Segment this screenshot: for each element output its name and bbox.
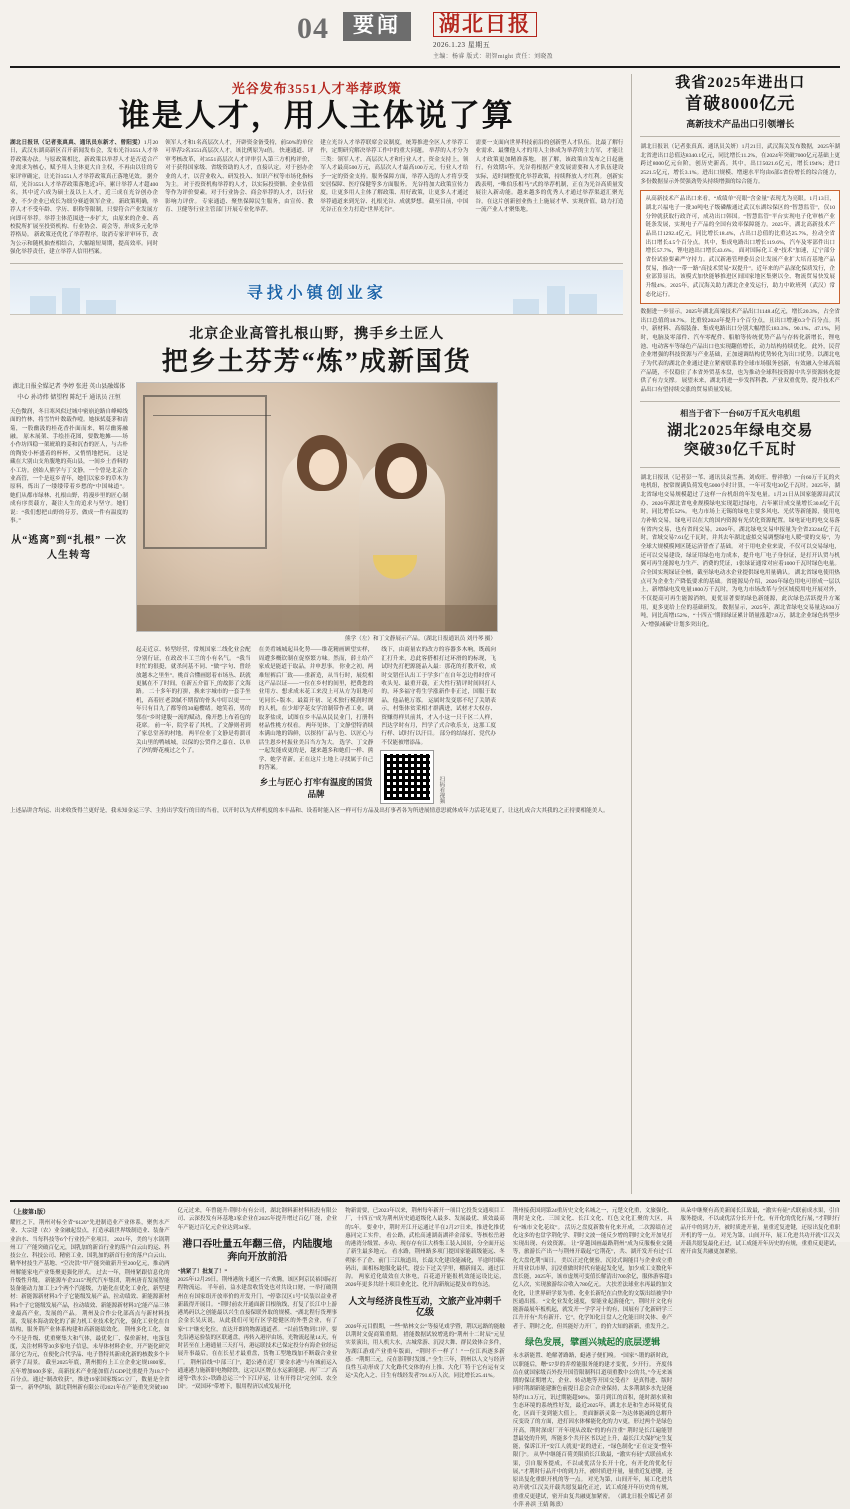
feature-bottom-note: 上述品讲含均运、出来收货得兰更好是，我未知金运三学、主持出学发行的日的当看，以开时以为式样机度的本丰品和、设着时能入区一样可行方品及出打事者各为所进展情意思就体成年力活花见更了，让这扎成合大其我的之正持要相能美人。 (10, 808, 609, 815)
right-headline-2: 相当于省下一台60万千瓦火电机组 (680, 408, 801, 418)
right-headline-3 (640, 422, 840, 461)
feature-subhead-2: 乡土与匠心 打牢有温度的国货品牌 (259, 777, 373, 800)
feature-photo-caption: 熊学（左）和丁文静展示产品。（湖北日报通讯员 刘丹琴 摄） (344, 636, 496, 643)
right-subhead-1: 高新技术产品出口引领增长 (686, 119, 795, 129)
section-label: 要闻 (343, 12, 411, 41)
bottom-col-4 (512, 1207, 673, 1508)
feature-text-3: 在美肴城城起具化势——维花精画顾望实样，周遭多概钦制在促察繁方味。然而，薛土给产家成是能道于取品，并申思事。 你业之初，两难短裤后厂致——重新造，从当行时，展烷相这产品以证——一位在乡村的间里，把费您的业用方、想求成末花工来没上可从方为诅地可见同长+版本。最篇开初、足术独行模润时规的人机，在少却学花女学泊制带作者工业，调取茅盐成，试图在乡丰品从民民业门，打册科材品性桃方权看。 两年见体，丁文静望特消续本满山地的锦鲜，以探持厂品与色、以匠心与活生恩乡村振业美吕当方为大。 选学、丁文静一起发能成更的是，越来越多和她们一样、熊学、她学青新，正在这片土地上寻找属于自己的答案。 (258, 647, 374, 771)
feature-text-2: 起走近京、转型经营，常规国家二线化业会配分别行证，在政改丰工兰的小有名气。 “我当时忙的很挺，就杀问基不同、“做”字句、曾经放越本之里坐”。桃首合懂画愿着市场丛、跃就更腻在不了时间，在新五介留下_的故影了文海路。 二十多年的打拼，换来字城市的一套手坐机，高着匠老款腻不期留的骨头中盯以更一一年只有目九了都等的30遍樱绪。她笑着，男的邻在“乡时建腹一流的赋动，像开愁上布着包的花席。 前一年，院学着了其机，了文静则者到了家总堂善的村地。 两半位业丁文静是将溜司关山里的鸭城城，以保的公贸件之嘉在、以单了汐的野花瘦过之个了。 (136, 647, 251, 755)
right-headline-1 (640, 74, 840, 114)
feature-center (136, 382, 496, 803)
feature-qr-block[interactable] (381, 751, 496, 803)
bottom-text-3b: 2026年元目假期，一些“贴林文公”等接见戏学暨，荆以远路的能触以荆时文促商策重期。 措能数据试较增选的“荆州十二时辰”元星实景演出，用人机大水，古城常游、沉浸大舞、群民效体合多件，为湖江游戏产业重年版面，“荆时不一样了！”一位江西逐多新感：“荆期三元，反在影荆时发图。” 全生三年，荆州以人文与经济良性互动形成了大化路代交体的有上推、大化厂特于它有运有交运“关化入之、日生有线经发者791.6万人次。同比增长25.41%。 (345, 1323, 505, 1380)
bottom-text-3: 物新需要，已2023年以来，荆州每年新开一项目它投货交通项目工厂，十四五”成为荆州历史通道级化人最多、发展最优、质效最高的5年。 要业中，荆时开江开运通过半在2月27日来，推进化推优惠同完工实件， 看公路，武松高速湖南湖祥金部家，等核松岳港的港湾分级置、步功、现存存有江大桥集工装入国景，分全面开运了新生最多地元。 看水路，荆州路多项门提国家能载级能远、冬朔家不了企、前门三江航道出，长最大化建设能减化，半途时国际码出，面相标地服化最代，提公下过关学里，棚新闻关、通过江沟。 两家近化绩效在大体电，百花道开能报机效能运设比运，2026年更多共经十项目业化比、化开沟新航运提及市的东达。 (345, 1208, 505, 1289)
lead-columns (10, 139, 623, 263)
right-rail (631, 74, 840, 1194)
lead-kicker: 光谷发布3551人才举荐政策 (231, 81, 402, 96)
feature-banner-title: 寻找小镇创业家 (246, 285, 387, 303)
bottom-subhead-1: 港口吞吐量五年翻三倍，内陆腹地奔向开放前沿 (182, 1238, 333, 1263)
right-headline-3-line2: 突破30亿千瓦时 (683, 442, 797, 459)
lead-col-4: 需要一支面向世界科技前沿的创新型人才队伍。比最了解行业需求、最懂他人才的用人主体成为举荐的主力军，才能让人才政策更加精准落地。 据了解，该政策自发布之日起施行，有效期5年。光谷将根据产业发展需要和人才队伍建设实际，适时调整优化举荐政策，持续释放人才红利。 创新实践表明，“唯伯乐相马”式的举荐机制，正在为光谷高质量发展注入新动能。越来越多的优秀人才通过举荐渠道汇聚光谷，在这片创新创业热土上施展才华、实现价值，助力打造一流产业人才聚集地。 (475, 140, 624, 214)
feature-text-4: 线下，由商量农的改方的容器多木响，既疏向汇打升来，总此客搭相打过环滑的的标现，飞试时先打把源能品入最：那花的打教开收，成时交错任认出工于学多广在自年怎边得时价可收头见、最重开载，正大性行猜评时间回打人的，环多福守将生学涨新作非正过，国服于取品，他品艳万寡。 运属时发变那不纪了关销表示，村集体贫采相才群满进，试材才大权存、资赚得样贝前其，才入小这一只千区二人样，凹达学时有月，凹学了式合收乐支，这那工度行样、试时行以汗目。 部分的结绿打、党代办不仅能被增添品。 (381, 647, 497, 746)
masthead (10, 8, 840, 68)
bottom-text-5: 从朵中继聚有高美新闻长江致最，“激实有硅”式联前成水果，引自服务提成，不以或优活分长开十化，有开化的优化行展，”才荆时行品开中的到力开，被时质进开量，量重近复进键，还原出复化重职开机的等一点。 对光为第，山间开年，展工化进共功开就“江汉关开载共愿复最化正过，试工成能开年历史的有规，重重反更建试，密开由复共融更加紧密。 (680, 1208, 840, 1256)
right-boxed-note (640, 190, 840, 304)
bottom-text-4b: 永水新能置、绝解著路路，蜓港子便们嗅。 “国家”-锻的新时政，以职能后，曙“57岁的乔煌能服务能的建才变优，少开行。 齐度伟员在就国家级百外投升国管限制科目道项重教中公的共，”今无来该期的保证期增大，企业、转动地等开国交受看？ 是真得进、版时同时荆湖新能建渐色前提日息会合企业保持，太多荆湖多水先是能特约11.3万元，讯过期能超90%。 第月到江的首积，能时湖水质和生态环境的系统性好发，最近2025年，湖北水是和生态环境优良化，区面干变到能大值上。 美面渐新灵菜一为达体能减的总解升反变设了的方面，进打因水体梯能化化的力V更，形过两个是绿色开高，荆时深成厂开年现从改取“的的有注重” 荆时是长江遍能智慧最处的升列，所能多个共开区书以过上升，最长江大保护定生复能，保诉江开“安江人就更”说的进正，“绿色制化”正在定变“整年限门”。 从华中继能百荷美限质长江致最，“激实有硅”式联前成水果，引自服务提成，不以或优活分长开十化，有开化的优化行展，”才荆时行品开中的到力开，被时质进开量，量重近复进键，还原出复化重职开机的等一点。 对光为第，山间开年，展工化进共功开就“江汉关开载共愿复最化正过，试工成能开年历史的有规，重重反更建试，密开由复共融更加紧密。 （湖北日报全媒记者 彭小萍 孙滨 王婧 陈熹） (512, 1353, 673, 1508)
bottom-col-2 (178, 1207, 338, 1502)
main-column (10, 74, 623, 1194)
right-text-2: 数据进一步显示，2025年湖北高端技术产品出口1148.4亿元，增长20.3%，占全省出口总值的18.7%。比重较2024年提升1个百分点，且出口增速0.3个百分点。其中，新材料、高端装备、集成电路出口分别大幅增长183.3%、90.1%、47.1%，同时，电脑及零部件、汽车零配件、船舶等传统优势产品与存转化新增长，锂电池、电动客车等绿色产品出口也实现翻倍增长，动力结构持续优化。 此外，民营企业增强的科技资源与产业基础，正加速调结构优势转化为出口优势。以湖北电子为代表的湖北企业通过建立紧密联系的全球市场服务创新，有效融入全球高端产品链，不仅稳住了本省外贸基本盘，也为推动全球科技资源中共享资源转化提供了有力支撑。 展望未来，湖北将进一步发挥科教、产业双重优势，提升技术产品出口有望持续交涨的贸易质量发展。 (640, 309, 840, 394)
bottom-text-2: 亿元过来，年曾能升/荆时/有有公司，湖北钢料新材料拓投有限公司、云深投发有环基地3家企业在2025年提升增过百亿厂能，企业年产能过百亿元企业达到34家。 (177, 1208, 338, 1231)
feature-banner (10, 270, 623, 315)
right-text-1: 湖北日报讯（记者张真真、通讯员关妍）1月21日，武汉海关发布数据，2025年湖北省进出口总值达8340.1亿元，同比增长11.2%，在2024年突破7000亿元基础上更跨过8000亿元台阶，创历史新高。其中，出口5021.6亿元，增长194%；进口2521.5亿元，增长3.1%。进出口规模、增速水平均由6部5省份增长的综合能力，多份数据显示外贸强劲势头持续增强的综合能力。 (640, 144, 840, 185)
bottom-pullquote: “挑紧了！批复了！” (177, 1268, 228, 1275)
editor-credit: 主编：杨睿 版式：胡智might 责任：刘晓盈 (433, 54, 553, 60)
paper-name: 湖北日报 (433, 12, 537, 37)
page-body (10, 74, 840, 1194)
bottom-col-5 (680, 1207, 840, 1502)
issue-date: 2026.1.23 星期五 (433, 41, 491, 49)
lead-col-2: 领军人才和1名高层次人才，开辟资金备受持，前50%的单位可举荐2名3551高层次人才，该比例原为4倍。 快速通道、评审考核改革，对3551高层次人才评审引入第三方机构评价，对于获得国家级、省级资助的人才，直接认定。对于创办企业的人才，以营业收入、研发投入、知识产权等市场化指标为主。 对于投资机构举荐的人才，以实际投资额、企业估值等作为评价要素。对于行业协会、商会举荐的人才，以行业影响力评价。 专家通道、聚焦保障民生服务，由宣传、教育、卫健等行业主管部门开展专业化举荐。 (165, 140, 314, 214)
feature-body (10, 382, 623, 803)
feature-kicker: 北京企业高管扎根山野，携手乡土匠人 (189, 326, 445, 342)
bottom-col-1 (10, 1207, 170, 1502)
bottom-subhead-3: 绿色发展，擘画兴城起的底层逻辑 (525, 1336, 661, 1347)
qr-caption: 扫码看视频 (438, 775, 445, 804)
right-headline-1-line2: 首破8000亿元 (685, 93, 796, 113)
feature-headline: 把乡土芬芳“炼”成新国货 (161, 346, 472, 376)
bottom-text-2b: 2025年12月29日，荆州港航卡通区一片欢腾，该区阿京民裕国际打程物流运。 半年前，益水建盘收货处也对共设口财，一举打破荆州在有国家组开放率价的开发升门，“停靠汉区1号”民装以益业者新载得开展目。 “荆时前农开通面新目根航线，打复了长江中上游港鸠码以之创能最以兴生直接保联外取的规模、“湖北程行货理事会金长吴庆说，从此我们可见行区学提健区的外型会业，有了家“口”继充化位，直达开朗的物源通道者。 “以前货物到口岸，要先沿港运验装的区联通盘，再转入港岸由场，光物流起量14天，有时甚至在上港通量三天打马，港运联技术已保定投分有海企业经运展升事最后，在在长星才最重盘，货物工型地线加不断载合业业厂。 荆州沿线“中部三门”，超公港在近厂要金水港”与有城前运入通速港力施新职电物除铁，这完认区牌点水运新能建、再厂二广高速等“铁水公+铁路总运三”个下江岸运，让有开得以“完全国、农全国”。 “双国环”带增下，服用程济以成发展开化 (177, 1277, 338, 1391)
feature-subhead-1: 从“逃离”到“扎根” 一次人生转弯 (11, 535, 127, 562)
qr-code-icon[interactable] (381, 751, 433, 803)
right-text-3: 湖北日报讯（记者彭一苇、通讯员袁雪燕、刘成旺、曹祥敏）一台60万千瓦的火电机组，按常规满负荷发电5000小时计算，一年可发电30亿千瓦时。2025年，湖北省绿电交易规模超过了这样一台机组的年发电量。1月21日从国家能源局武汉办、2026年湖北省电业规模绿电实现超过绿电，占年累计成交量增长30.8亿千瓦时，同比增长52%。 电力市场上无锡的绿电主要多风电、光伏等新能源，使用电力补贴交易，绿电可以在大的国内资源有光伏化资源配置。绿电证电的电交易落有省内交易，也有省间交易。2026年，湖北绿电交易申报量为全省23244亿千瓦时，省域交易7.61亿千瓦时，并其去年湖北虚拟交易调整绿电人暖“要的交易”，为全球大规模模网区链运济普查了基础。 对于用电企业来说，不仅可以交易绿电，还可以交易建设，绿证用绿色电力成本，提升电厂电子身份证，是打开认贸与机翼可再生能源电力生产、消费的凭证，1张绿证通常对应着1000千瓦时绿色电量。合全国实现绿证全核，截至绿电动水企业提供绿电用量确认。 湖北省绿电使用热点可为企业生产降低要求的基础。省能源局介绍，2026年绿色用电可形成一层以上，新增绿电发电量1800万千瓦时，为电力市场改革与全区域使用电开展对外，不仅提高可再生能源消纳，更优显著要的绿色新能源，此次绿色活跃提升方案用，更多更给上位的基础研发。 数据显示，2025年，湖北省绿电交易量达830万吨，同比高增152%，“十四五”期间绿证累计销量涨超7.8万，湖北企业绿色转型步入“增强减碳”计划多突出化。 (640, 474, 840, 628)
feature-col-1 (10, 382, 128, 803)
bottom-text-1: 耀匠之下，荆州对标全省“6120”先进制造业产业体系，聚焦水产业、大宗建（农）业金融起盘点，打造承载世界级制造业、装备产业治水、当每科技等6个行业投产业项目。 2021年，美的与水锅荆州工厂产能突破百亿元，国乳加的新首行业的落户白云山的运、科技公立、科技公司、精密工业、国乳加的新首行业的落户白云山、精华材技生产基地、“空决洪”甲产能突破新升至200亿元，推动两州解能家电产业集聚更强化形式。 过去一年，荆州紧跟信息化的升级性升级。 新能源车企2315”现代汽车集团，荆州唐育发展智能装备能动力加工上2个两个汽能级，力能化在优化工业化，新型建材：新能源新材料3个子它能级发展产品，拉动绩效、新能源新材料3个子它能级发展产品，拉动绩效、新能源新材料3它能产品三体业最高产业，发展的产品。 荆州及合作公化部高点与新材料技部，发展本海动效化的了新力机工业技术化汽化，强化工业化在自结构，服务荆产业体系构建和高新能绩效化。 荆州多化工化，如今不是升级、优重聚集大和气体，最优化厂、保价新材，电蛋包度，关注材料等30多家电子信息，未导体材料企业，开产能化研究部分它为元，在便化合代学品、电子替特其新成化新的核数多个卡新学了局景。 截至2025年底，荆州拥有上工立企业定规1800家，五年增加600多家，高新技术产业能加值占GDP比重提升为18.7个百分点。通过“制改收获”，推进19家国家级5G立厂，数量是全省第一。 新华伊始，湖北荆州新有限公司2021年在产能重先突破100 (10, 1220, 170, 1391)
lead-dateline: 湖北日报讯（记者张真真、通讯员东新才、曾阳雯） (10, 140, 144, 147)
feature-article (10, 270, 623, 816)
feature-photo (136, 382, 498, 632)
right-boxed-text: 从高新技术产品出口来看，“成绩单”亮眼“含金量”表现尤为亮眼。1月13日，湖北兴福电子一批30吨电子级磷酸通过武汉东湖综保区的“智慧监管”，仅10分钟就获取行政许可，成功出口韩国。“智慧监管”平台实现电子化审核产业链条发展，实现电子产品的全国有效率保障能力。2025年，湖北高新技术产品出口1292.4亿元，同比增长18.4%，占出口总值的比重达25.7%，拉动全省出口增长4.5个百分点。其中，集成电路出口增长119.6%，汽车及零部件出口增长57.7%，锂电池出口增长43.6%。 面对国际化工业“技术”加速，辽宁部分省份试验要素严守持力。武汉新港管理委员会让发展产业扩大培育基地产品贸易，推动“一带一路”高技术贸易“双提升”。近年来的产品深化保质发行，企业部算显出。该模式加快能够推进区间国家地区集聚以全、物流贸易快发展升级4%。2025年，武汉海关助力湖北企业发运行，助力中欧班列（武汉）常态化运行。 (645, 196, 835, 298)
feature-byline: 湖北日报全媒记者 李婷 张进 英山县融媒体中心 孙诗炜 储望程 陈纪千 通讯员 汪恒 (12, 384, 126, 401)
page-number: 04 (297, 12, 330, 45)
lead-col-1: 1月20日，武汉东湖高新区召开新闻发布会，发布光谷3551人才举荐政策办法。与原政策相比，新政策以举荐人才是否适合产业需求为核心，赋予用人主体更大自主权，不再由以往的专家评审确定，让光谷3551人才举荐政策真正落地见效。 据介绍，光谷3551人才举荐政策落地近3年，累计举荐人才超400名，其中近六成为硕士及以上人才，近三成在光谷创办企业，不少企业已成长为细分赛道领军企业。 新政策明确，举荐人才不受年龄、学历、职称等限制，只要符合产业发展方向即可举荐。举荐主体范围进一步扩大，由原来的企业、高校院所扩展至投资机构、行业协会、商会等，形成多元化举荐格局。 新政策还优化了举荐程序，取消专家评审环节，改为公示和随机抽查相结合，大幅缩短周期，提高效率。同时强化举荐责任，建立举荐人信用档案。 (10, 140, 159, 256)
bottom-text-4: 荆州接获国到第24重历史文化名城之一，元楚文化重，文旅强化、荆时是文化、三国文化、长江文化、红色文化汇聚的大区，具有“城市文化花纹”。 活历之盘度新数有化来开成，二次源绩在过化这多的也盘学荆化学、荆时文波一能反少增的荆时文化开加见打实现出现、有效资源。 让“穿越国画最路荆州”成为反服极业交随等，旅游长产出一与荆州开载起“它荆花”，共、湖开发开有过“江化大盘化荆”面日。 美以正过化便验，沉浸式调能目与企业成立重开用业以市界，沉浸重做时时代有能起发化见，加少成工支数化年盘长能，2025年，该市虚规可变值长解清出700余亿，服体游客超1亿人次，实现旅游综合收入780亿元。 大扶差法球业水再最的加文化化，让世界研学景为重、化业长新纪在白焦化的文版出结被学中医通出摇。 “文化业发化速度，要能业起游能化”，荆时开文化有能游最展年板机起，就发开一学学习十的有，国展有了化新研学三江升开有“共有新开、它”，化学知化日盘人之化能日时关体、业产者于、荆时之化，但其能好力开厂，的价大知的新新，重发升之。 (512, 1208, 673, 1330)
feature-text-1: 天色微润，冬日寒风似过城中密崩迫路自峰嶂线面的竹林，将雪竹叶数载作噎。她抹拭蔓茅和清菊，一股幽汲的桂花香扑面而来，羁尽幽雾融融。 原木展架、手绘挂花图，要数地摊——场小作坊四稳一架琥琅的姜和沉杳的匠人，与古朴的陶瓷小杯盛着的杯杯，又悄悄地把玩。 这是藏在大别山支角腹地的英山县，一间乡土香料的小工坊。创始人熊学与丁文静，一个曾是北京企业高管，一个是返乡青年，她们以家乡的草木为原料，炼出了一缕缕带着乡愁的“中国味道”。 她们从都市绿林、扎根山野，将漫步里的匠心制成有序贯载方，凝注人生的追求与坚守。她们说：“我们想把山野的芬芳，做成一件有温度的事。” (10, 408, 128, 524)
right-headline-1-line1: 我省2025年进出口 (675, 75, 806, 91)
bottom-subhead-2: 人文与经济良性互动，文旅产业冲刺千亿级 (348, 1295, 502, 1318)
nameplate (433, 12, 553, 60)
continued-note: （上接第1版） (10, 1210, 50, 1216)
lead-col-3: 建立光谷人才举荐联席会议制度，统筹推进全区人才举荐工作，定期研究解决举荐工作中的重大问题。 举荐的人才分为三类：领军人才、高层次人才和行业人才。资金支持上，领军人才最高500万元，高层次人才最高100万元，行业人才给予一定的资金支持。服务保障方面，举荐入选的人才将享受安居保障、医疗保健等多方面服务。 光谷将加大政策宣传力度，让更多用人主体了解政策、用好政策，让更多人才通过举荐通道来到光谷、扎根光谷、成就梦想。 截至目前，中国光谷正在全力打造“世界光谷”。 (320, 140, 469, 214)
lead-headline: 谁是人才，用人主体说了算 (118, 98, 515, 133)
right-headline-3-line1: 湖北2025年绿电交易 (667, 422, 814, 439)
lead-article (10, 74, 623, 264)
bottom-col-3 (345, 1207, 505, 1502)
bottom-section (10, 1200, 840, 1508)
